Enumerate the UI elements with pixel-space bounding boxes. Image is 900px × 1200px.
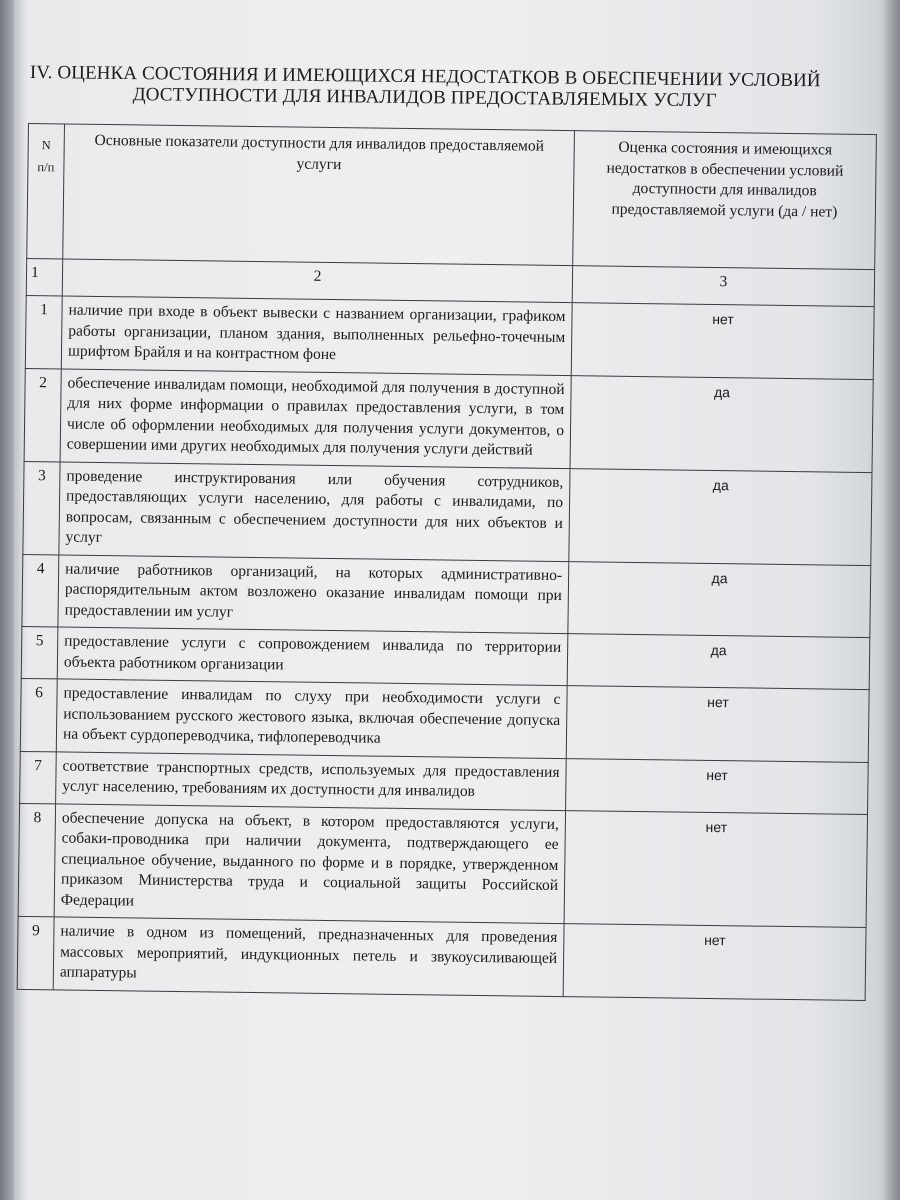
row-indicator: обеспечение допуска на объект, в котором предоставляются услуги, собаки-проводника при наличии документа, подтверждающего ее специальное обучение, выданного по форме и в порядке, утвержденном приказом Министерства труда и социальной защиты Российской Федерации (54, 803, 565, 923)
header-num-line1: N (41, 138, 51, 153)
row-number: 5 (21, 626, 58, 678)
row-answer: нет (571, 303, 874, 379)
row-indicator: соответствие транспортных средств, используемых для предоставления услуг населению, требованиям их доступности для инвалидов (56, 751, 567, 810)
row-number: 3 (23, 461, 60, 554)
row-indicator: предоставление услуги с сопровождением инвалида по территории объекта работником организации (57, 627, 568, 686)
row-answer: нет (564, 810, 867, 927)
binder-edge (0, 0, 14, 1200)
table-row (25, 295, 874, 379)
column-number-2: 2 (62, 259, 572, 303)
row-number: 4 (22, 554, 59, 627)
row-indicator: проведение инструктирования или обучения сотрудников, предоставляющих услуги населению, для работы с инвалидами, по вопросам, связанным с обеспечением доступности для них объектов и услуг (59, 461, 570, 561)
row-answer: нет (566, 686, 869, 762)
table-row (24, 368, 873, 472)
header-number-cell (27, 124, 65, 259)
table-row (20, 678, 869, 762)
title-line-1: IV. ОЦЕНКА СОСТОЯНИЯ И ИМЕЮЩИХСЯ НЕДОСТАТКОВ В ОБЕСПЕЧЕНИИ УСЛОВИЙ (29, 62, 821, 92)
title-line-2: ДОСТУПНОСТИ ДЛЯ ИНВАЛИДОВ ПРЕДОСТАВЛЯЕМЫХ УСЛУГ (132, 84, 717, 112)
table-row (18, 803, 867, 928)
accessibility-table-wrapper (17, 123, 890, 1001)
row-indicator: наличие при входе в объект вывески с названием организации, графиком работы организации, планом здания, выполненных рельефно-точечным шрифтом Брайля и на контрастном фоне (61, 296, 572, 375)
row-answer: нет (566, 758, 869, 814)
table-row (17, 916, 866, 1000)
row-answer: да (568, 561, 871, 637)
header-num-line2: п/п (37, 160, 55, 175)
row-indicator: наличие работников организаций, на которых административно-распорядительным актом возложено оказание инвалидам помощи при предоставлении им услуг (58, 554, 569, 633)
document-title (30, 62, 820, 112)
row-answer: нет (563, 924, 866, 1000)
table-row (22, 554, 871, 638)
row-indicator: наличие в одном из помещений, предназначенных для проведения массовых мероприятий, индукционных петель и звукоусиливающей аппаратуры (53, 917, 564, 996)
accessibility-assessment-table (17, 123, 877, 1001)
row-number: 9 (17, 916, 54, 989)
row-answer: да (570, 375, 873, 472)
row-number: 7 (20, 751, 57, 803)
row-number: 8 (18, 803, 55, 917)
table-header-row (27, 124, 877, 270)
row-number: 1 (25, 295, 62, 368)
row-indicator: обеспечение инвалидам помощи, необходимой для получения в доступной для них форме информации о правилах предоставления услуги, в том числе об оформлении необходимых для получения услуги документов, о совершении ими других необходимых для получения услуги действий (60, 368, 571, 468)
column-number-3: 3 (572, 266, 874, 307)
row-indicator: предоставление инвалидам по слуху при необходимости услуги с использованием русского жестового языка, включая обеспечение допуска на объект сурдопереводчика, тифлопереводчика (56, 679, 567, 758)
row-answer: да (567, 634, 870, 690)
header-assessment-cell: Оценка состояния и имеющихся недостатков в обеспечении условий доступности для инвалидов предоставляемой услуги (да / нет) (573, 131, 877, 270)
table-row (23, 461, 872, 565)
row-answer: да (569, 468, 872, 565)
header-indicator-cell: Основные показатели доступности для инвалидов предоставляемой услуги (63, 124, 575, 266)
row-number: 6 (20, 678, 57, 751)
column-number-1: 1 (26, 258, 62, 295)
row-number: 2 (24, 368, 61, 461)
